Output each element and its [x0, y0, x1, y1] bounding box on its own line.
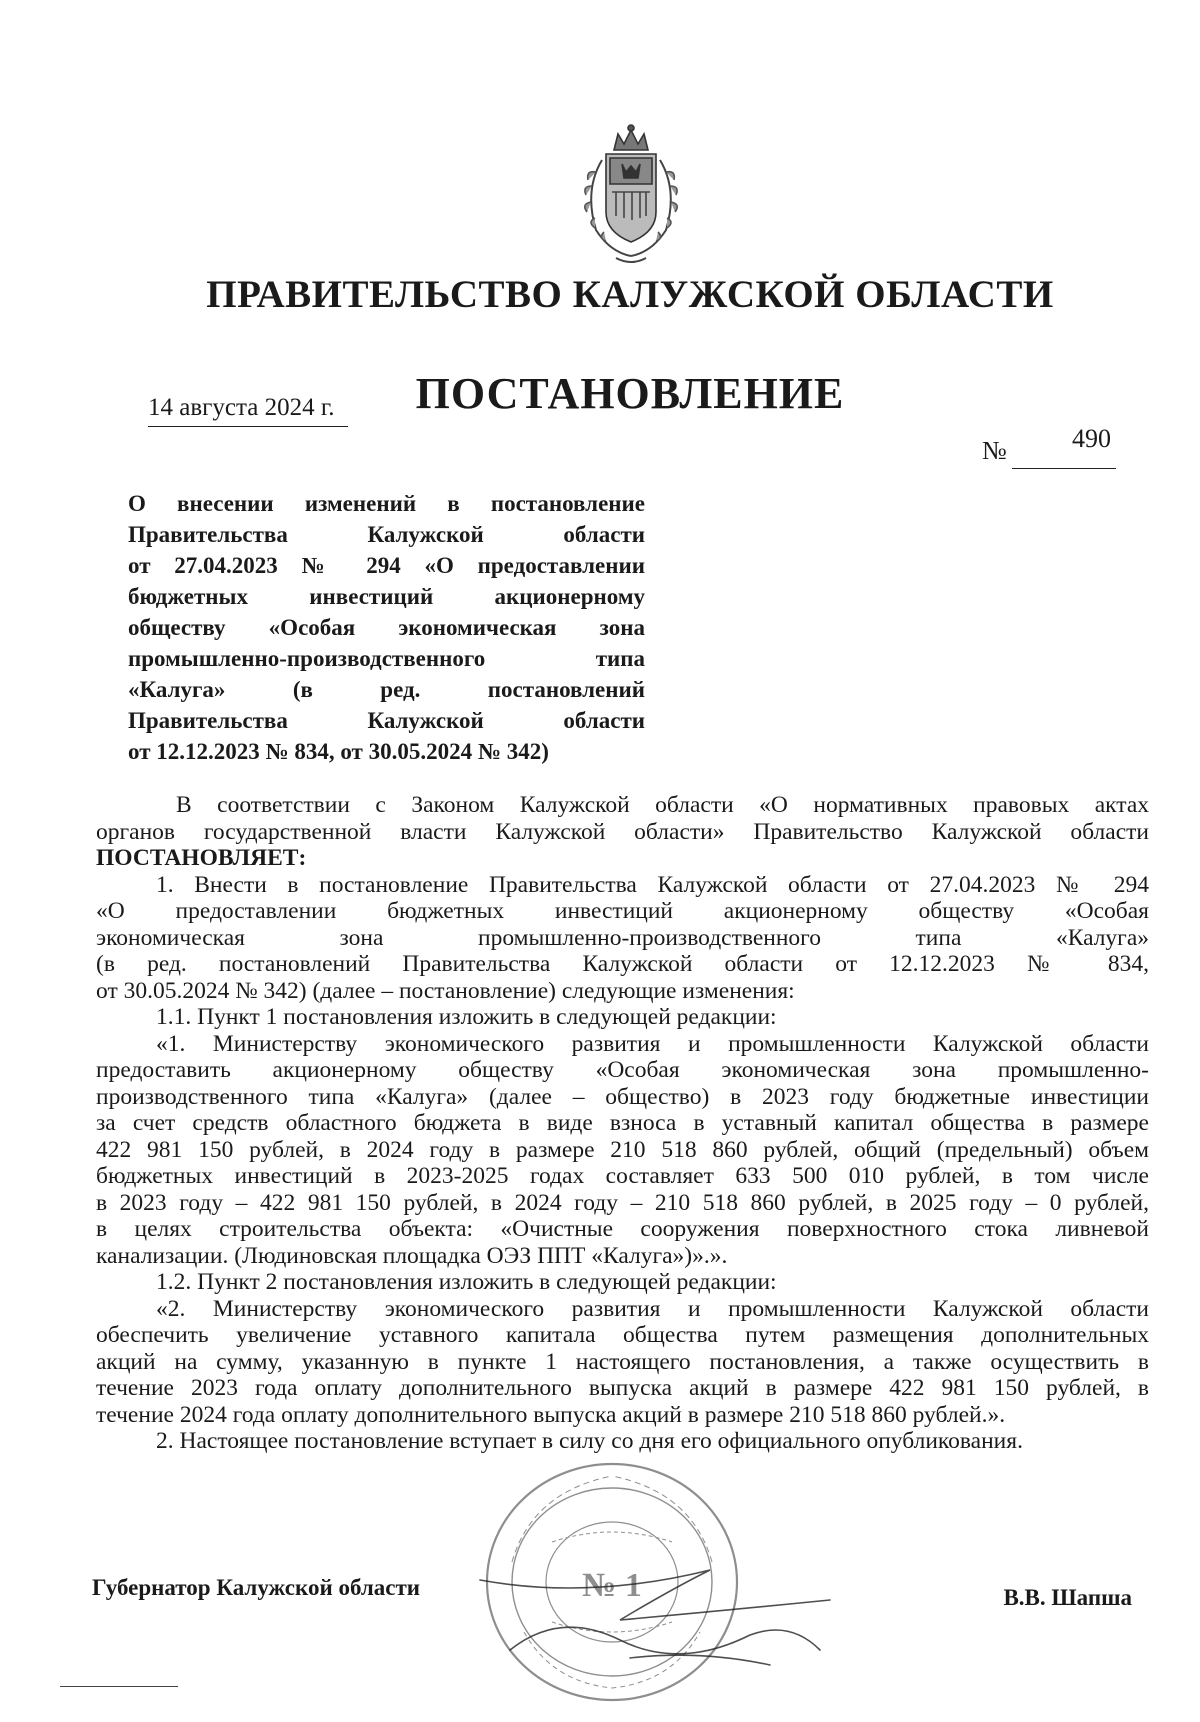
subject-line: от 27.04.2023 № 294 «О предоставлении — [128, 553, 645, 578]
document-subject — [128, 488, 645, 767]
document-number: 490 — [1072, 424, 1111, 453]
document-body — [96, 792, 1149, 1455]
signatory-title: Губернатор Калужской области — [92, 1575, 421, 1600]
footer-rule — [60, 1686, 178, 1687]
subject-line: обществу «Особая экономическая зона — [128, 615, 645, 640]
government-title: ПРАВИТЕЛЬСТВО КАЛУЖСКОЙ ОБЛАСТИ — [206, 273, 1054, 316]
body-line: производственного типа «Калуга» (далее – общество) в 2023 году бюджетные инвестиции — [96, 1083, 1149, 1110]
body-line: «2. Министерству экономического развития и промышленности Калужской области — [156, 1295, 1149, 1322]
subject-line: бюджетных инвестиций акционерному — [128, 584, 645, 609]
body-line: бюджетных инвестиций в 2023-2025 годах составляет 633 500 010 рублей, в том числе — [96, 1163, 1149, 1189]
body-line: «1. Министерству экономического развития и промышленности Калужской области — [156, 1030, 1149, 1057]
body-line: в целях строительства объекта: «Очистные сооружения поверхностного стока ливневой — [96, 1216, 1149, 1242]
subject-line: от 12.12.2023 № 834, от 30.05.2024 № 342) — [128, 739, 549, 764]
body-line: экономическая зона промышленно-производственного типа «Калуга» — [96, 924, 1149, 951]
document-number-block — [982, 424, 1132, 468]
body-line: 1. Внести в постановление Правительства Калужской области от 27.04.2023 № 294 — [156, 871, 1149, 898]
body-line: органов государственной власти Калужской области» Правительство Калужской области — [96, 818, 1149, 845]
subject-line: промышленно-производственного типа — [128, 646, 645, 671]
subject-line: Правительства Калужской области — [128, 708, 645, 733]
body-line: 422 981 150 рублей, в 2024 году в размере 210 518 860 рублей, общий (предельный) объем — [96, 1136, 1149, 1163]
handwritten-signature — [470, 1540, 850, 1690]
body-line: в 2023 году – 422 981 150 рублей, в 2024 году – 210 518 860 рублей, в 2025 году – 0 рублей, — [96, 1189, 1149, 1216]
date-underline — [148, 426, 348, 427]
resolves-keyword: ПОСТАНОВЛЯЕТ: — [96, 845, 307, 871]
number-sign: № — [982, 436, 1007, 465]
body-line-resolves — [96, 845, 1149, 872]
signature-block — [92, 1575, 1132, 1615]
body-line: от 30.05.2024 № 342) (далее – постановление) следующие изменения: — [96, 977, 795, 1004]
body-line: 2. Настоящее постановление вступает в силу со дня его официального опубликования. — [156, 1428, 1023, 1454]
body-line: 1.2. Пункт 2 постановления изложить в следующей редакции: — [156, 1269, 777, 1295]
body-line: (в ред. постановлений Правительства Калужской области от 12.12.2023 № 834, — [96, 951, 1149, 977]
body-line: предоставить акционерному обществу «Особая экономическая зона промышленно- — [96, 1057, 1149, 1083]
seal-center-mark: № 1 — [582, 1567, 642, 1604]
body-line: акций на сумму, указанную в пункте 1 настоящего постановления, а также осуществить в — [96, 1348, 1149, 1375]
document-type-heading: ПОСТАНОВЛЕНИЕ — [415, 369, 845, 418]
body-line: за счет средств областного бюджета в виде взноса в уставный капитал общества в размере — [96, 1110, 1149, 1136]
signatory-name: В.В. Шапша — [1003, 1585, 1132, 1610]
coat-of-arms-icon — [566, 120, 696, 270]
subject-line: О внесении изменений в постановление — [128, 491, 645, 516]
subject-line: Правительства Калужской области — [128, 522, 645, 547]
body-line: «О предоставлении бюджетных инвестиций акционерному обществу «Особая — [96, 898, 1149, 924]
body-line: В соответствии с Законом Калужской области «О нормативных правовых актах — [176, 792, 1149, 818]
body-line: канализации. (Людиновская площадка ОЭЗ ППТ «Калуга»)».». — [96, 1242, 728, 1269]
subject-line: «Калуга» (в ред. постановлений — [128, 677, 645, 702]
body-line: течение 2023 года оплату дополнительного выпуска акций в размере 422 981 150 рублей, в — [96, 1375, 1149, 1401]
body-line: 1.1. Пункт 1 постановления изложить в следующей редакции: — [156, 1004, 777, 1030]
document-date: 14 августа 2024 г. — [148, 394, 335, 421]
document-date-block — [148, 394, 348, 427]
body-line: обеспечить увеличение уставного капитала общества путем размещения дополнительных — [96, 1322, 1149, 1348]
number-underline — [1012, 468, 1116, 469]
body-line: течение 2024 года оплату дополнительного выпуска акций в размере 210 518 860 рублей.». — [96, 1401, 1006, 1428]
